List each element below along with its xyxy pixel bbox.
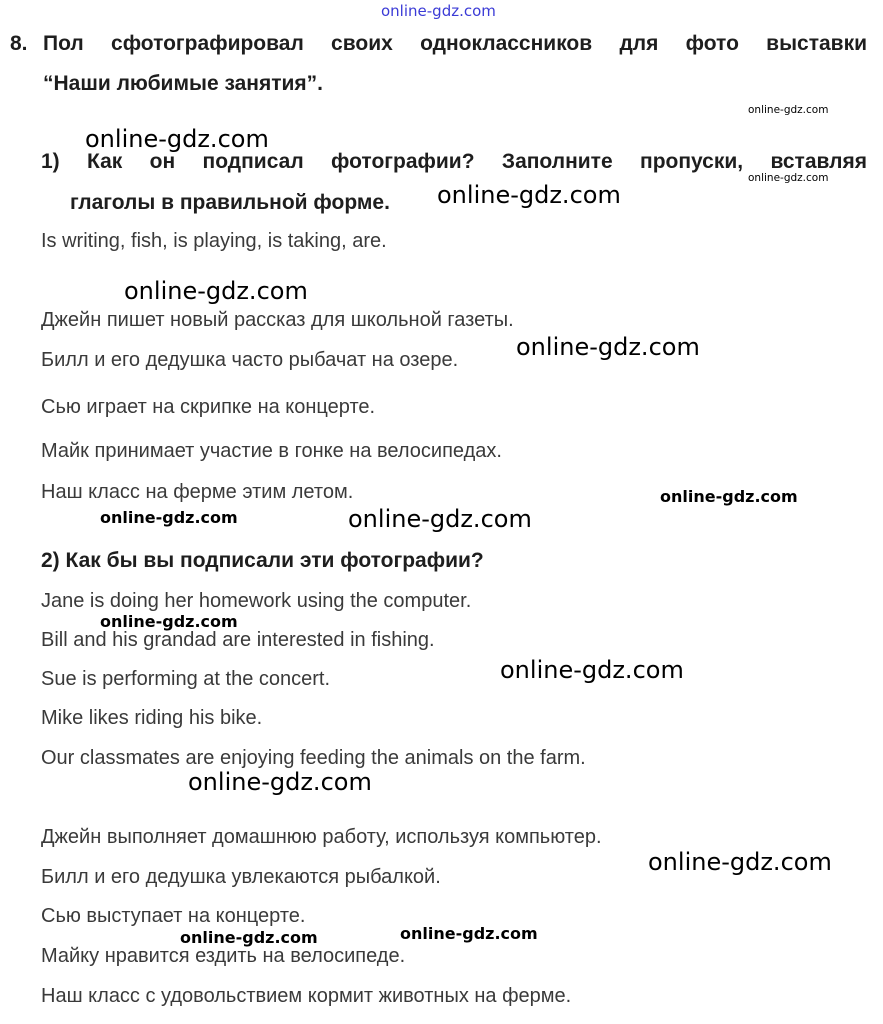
watermark: online-gdz.com <box>437 181 621 209</box>
part2-english-line: Our classmates are enjoying feeding the animals on the farm. <box>41 747 586 769</box>
task-prompt-line2: “Наши любимые занятия”. <box>43 72 324 95</box>
part1-line: Джейн пишет новый рассказ для школьной газеты. <box>41 309 514 331</box>
watermark: online-gdz.com <box>500 656 684 684</box>
part2-english-line: Sue is performing at the concert. <box>41 668 331 690</box>
part1-line: Билл и его дедушка часто рыбачат на озере. <box>41 349 459 371</box>
watermark: online-gdz.com <box>748 172 829 184</box>
watermark: online-gdz.com <box>381 2 496 20</box>
part2-russian-line: Джейн выполняет домашнюю работу, используя компьютер. <box>41 826 602 848</box>
watermark: online-gdz.com <box>348 505 532 533</box>
watermark: online-gdz.com <box>188 768 372 796</box>
part2-english-line: Mike likes riding his bike. <box>41 707 263 729</box>
part2-russian-line: Сью выступает на концерте. <box>41 905 306 927</box>
word-bank: Is writing, fish, is playing, is taking, are. <box>41 230 387 252</box>
part2-english-line: Jane is doing her homework using the computer. <box>41 590 472 612</box>
part1-line: Сью играет на скрипке на концерте. <box>41 396 376 418</box>
watermark: online-gdz.com <box>100 612 238 631</box>
part1-line: Наш класс на ферме этим летом. <box>41 481 354 503</box>
watermark: online-gdz.com <box>648 848 832 876</box>
watermark: online-gdz.com <box>85 125 269 153</box>
part2-russian-line: Майку нравится ездить на велосипеде. <box>41 945 406 967</box>
part1-title-line2: глаголы в правильной форме. <box>70 191 390 214</box>
part1-title-line1: 1) Как он подписал фотографии? Заполните пропуски, вставляя <box>41 150 867 173</box>
part2-title: 2) Как бы вы подписали эти фотографии? <box>41 549 484 572</box>
watermark: online-gdz.com <box>180 928 318 947</box>
part1-line: Майк принимает участие в гонке на велосипедах. <box>41 440 502 462</box>
watermark: online-gdz.com <box>748 104 829 116</box>
part2-english-line: Bill and his grandad are interested in fishing. <box>41 629 435 651</box>
watermark: online-gdz.com <box>660 487 798 506</box>
watermark: online-gdz.com <box>400 924 538 943</box>
part2-russian-line: Билл и его дедушка увлекаются рыбалкой. <box>41 866 441 888</box>
task-number: 8. <box>10 32 28 55</box>
watermark: online-gdz.com <box>100 508 238 527</box>
part2-russian-line: Наш класс с удовольствием кормит животных на ферме. <box>41 985 572 1007</box>
watermark: online-gdz.com <box>124 277 308 305</box>
task-prompt-line1: Пол сфотографировал своих одноклассников для фото выставки <box>43 32 867 55</box>
watermark: online-gdz.com <box>516 333 700 361</box>
